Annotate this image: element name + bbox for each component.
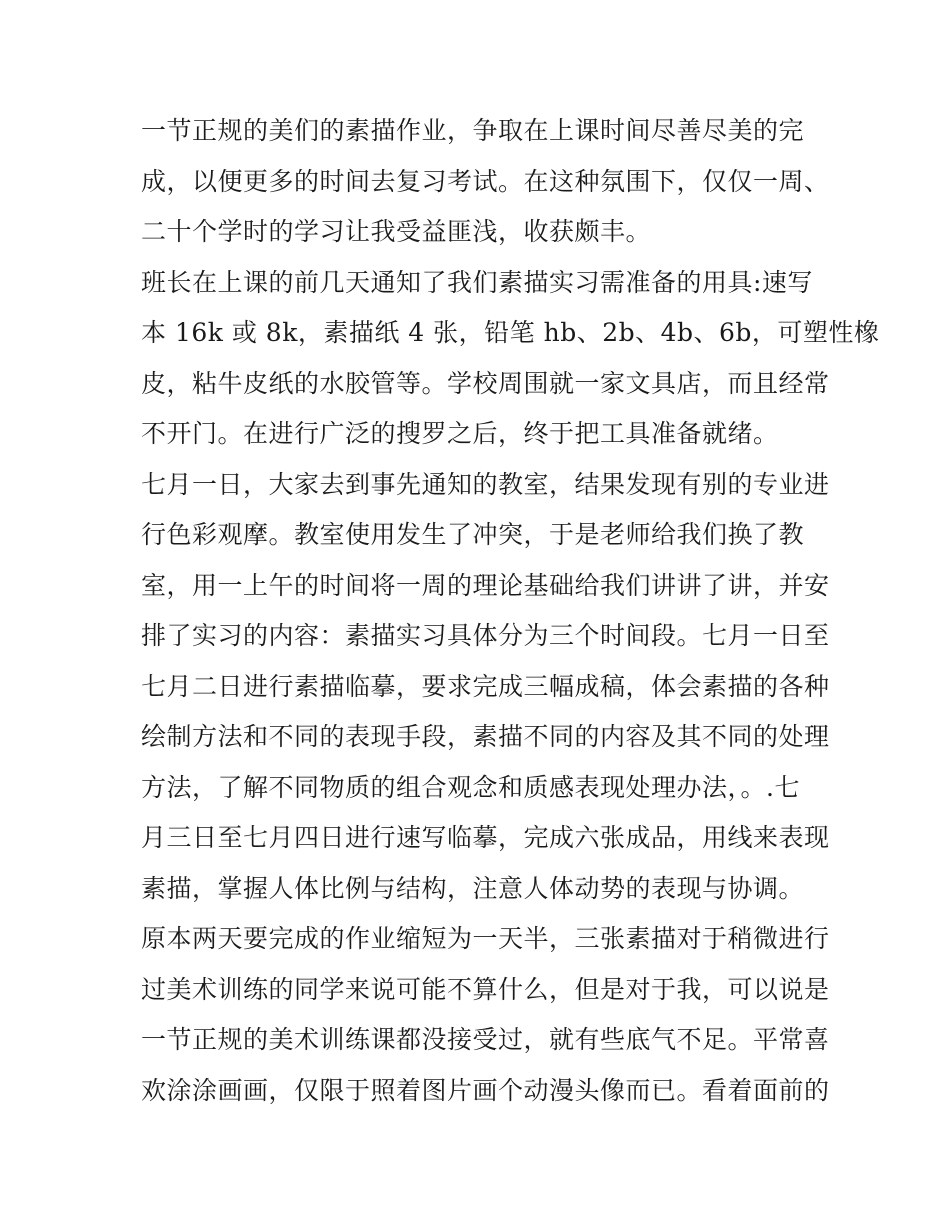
text-line: 方法，了解不同物质的组合观念和质感表现处理办法，。.七 [141, 772, 800, 802]
text-line: 本 16k 或 8k，素描纸 4 张，铅笔 hb、2b、4b、6b，可塑性橡 [141, 318, 880, 347]
text-line: 原本两天要完成的作业缩短为一天半，三张素描对于稍微进行 [141, 924, 830, 953]
text-line: 七月二日进行素描临摹，要求完成三幅成稿，体会素描的各种 [141, 671, 830, 701]
text-line: 素描，掌握人体比例与结构，注意人体动势的表现与协调。 [141, 873, 805, 903]
text-line: 七月一日，大家去到事先通知的教室，结果发现有别的专业进 [141, 469, 830, 499]
text-line: 一节正规的美们的素描作业，争取在上课时间尽善尽美的完 [141, 116, 805, 145]
text-line: 行色彩观摩。教室使用发生了冲突，于是老师给我们换了教 [141, 520, 805, 549]
text-line: 班长在上课的前几天通知了我们素描实习需准备的用具:速写 [141, 267, 813, 297]
text-line: 绘制方法和不同的表现手段，素描不同的内容及其不同的处理 [141, 722, 830, 751]
body-text [141, 106, 880, 1116]
text-line: 月三日至七月四日进行速写临摹，完成六张成品，用线来表现 [141, 823, 830, 852]
text-line: 欢涂涂画画，仅限于照着图片画个动漫头像而已。看着面前的 [141, 1075, 830, 1105]
text-line: 不开门。在进行广泛的搜罗之后，终于把工具准备就绪。 [141, 419, 779, 448]
text-line: 排了实习的内容：素描实习具体分为三个时间段。七月一日至 [141, 621, 830, 650]
text-line: 室，用一上午的时间将一周的理论基础给我们讲讲了讲，并安 [141, 570, 830, 600]
text-line: 成，以便更多的时间去复习考试。在这种氛围下，仅仅一周、 [141, 166, 830, 196]
text-line: 过美术训练的同学来说可能不算什么，但是对于我，可以说是 [141, 974, 830, 1004]
text-line: 二十个学时的学习让我受益匪浅，收获颇丰。 [141, 217, 652, 246]
text-line: 一节正规的美术训练课都没接受过，就有些底气不足。平常喜 [141, 1025, 830, 1054]
text-line: 皮，粘牛皮纸的水胶管等。学校周围就一家文具店，而且经常 [141, 368, 830, 398]
